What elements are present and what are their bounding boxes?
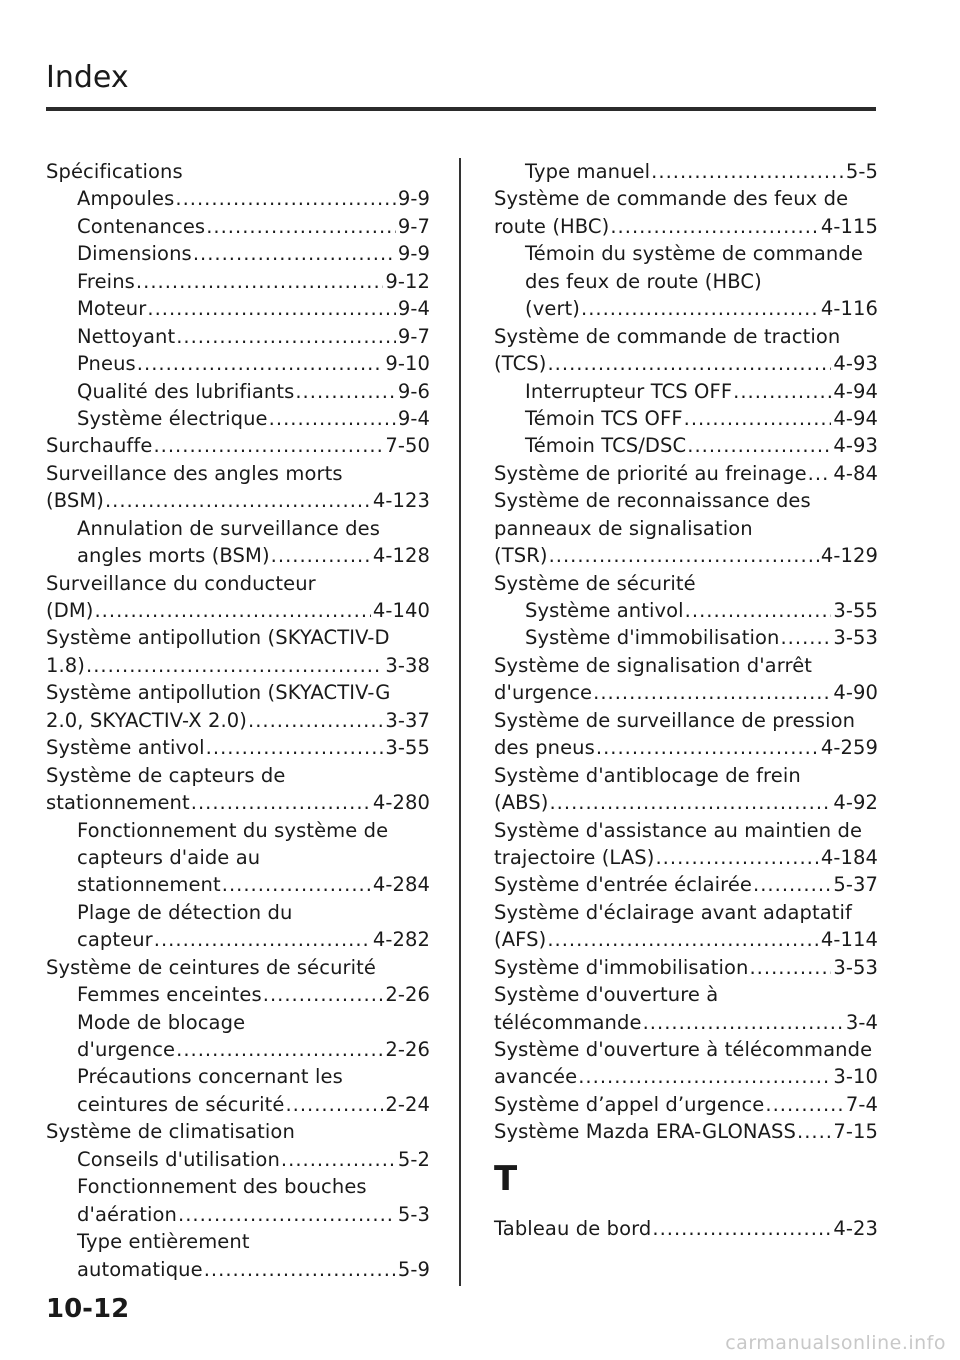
index-subentry — [494, 597, 878, 624]
entry-label: Système antivol — [525, 599, 684, 622]
entry-label: Nettoyant — [77, 324, 176, 348]
dot-leader — [153, 432, 383, 459]
dot-leader — [204, 1256, 396, 1283]
index-subentry-text: capteurs d'aide au — [77, 845, 261, 869]
index-entry — [494, 789, 878, 816]
dot-leader — [191, 789, 371, 816]
entry-label: Qualité des lubrifiants — [77, 379, 295, 403]
page-reference: 4-114 — [820, 928, 878, 952]
entry-label: des pneus — [494, 736, 595, 760]
entry-label: Femmes enceintes — [77, 983, 262, 1007]
index-entry — [494, 1118, 878, 1145]
index-entry-text: Système d'antiblocage de frein — [494, 763, 801, 787]
page-reference: 3-38 — [385, 653, 430, 677]
index-subentry — [46, 323, 430, 350]
page-reference: 5-2 — [397, 1147, 430, 1171]
index-entry-text: Système d'éclairage avant adaptatif — [494, 900, 853, 924]
index-entry — [494, 1063, 878, 1090]
index-entry — [494, 679, 878, 706]
index-entry — [494, 213, 878, 240]
entry-label: automatique — [77, 1257, 203, 1281]
entry-label: Système d'immobilisation — [525, 626, 780, 650]
dot-leader — [610, 213, 818, 240]
index-subentry — [46, 871, 430, 898]
page-title: Index — [46, 60, 129, 95]
index-entry-text: Système antipollution (SKYACTIV-G — [46, 681, 391, 705]
index-subentry — [46, 1091, 430, 1118]
entry-label: d'urgence — [77, 1038, 176, 1061]
dot-leader — [733, 378, 831, 405]
page-reference: 9-6 — [397, 379, 430, 403]
page-reference: 9-4 — [397, 297, 430, 321]
entry-label: Dimensions — [77, 242, 192, 266]
entry-label: ceintures de sécurité — [77, 1092, 285, 1116]
entry-label: angles morts (BSM) — [77, 544, 270, 568]
index-subentry — [46, 981, 430, 1008]
index-entry-text: Système d'ouverture à télécommande — [494, 1038, 873, 1061]
dot-leader — [651, 158, 844, 185]
index-subentry — [46, 350, 430, 377]
entry-label: Témoin TCS/DSC — [525, 434, 687, 458]
page-reference: 5-37 — [833, 873, 878, 897]
entry-label: Conseils d'utilisation — [77, 1147, 280, 1171]
page-reference: 2-24 — [385, 1092, 430, 1116]
page-reference: 4-140 — [372, 599, 430, 622]
index-subentry — [494, 295, 878, 322]
index-subentry — [46, 1146, 430, 1173]
index-subentry — [494, 432, 878, 459]
entry-label: Système Mazda ERA-GLONASS — [494, 1120, 796, 1144]
entry-label: 1.8) — [46, 653, 86, 677]
entry-label: capteur — [77, 928, 153, 952]
entry-label: Système d'entrée éclairée — [494, 873, 753, 897]
index-entry-text: Système de commande de traction — [494, 324, 841, 348]
index-subentry — [46, 268, 430, 295]
dot-leader — [808, 460, 832, 487]
dot-leader — [94, 597, 370, 624]
entry-label: Témoin TCS OFF — [525, 406, 683, 430]
page-reference: 9-7 — [397, 214, 430, 238]
index-entry — [494, 460, 878, 487]
entry-label: télécommande — [494, 1010, 642, 1034]
entry-label: stationnement — [77, 873, 221, 897]
index-entry — [494, 1215, 878, 1242]
page-reference: 4-184 — [820, 845, 878, 869]
page-reference: 4-128 — [372, 544, 430, 568]
index-subentry — [46, 240, 430, 267]
index-entry — [494, 954, 878, 981]
page-reference: 4-93 — [833, 434, 878, 458]
index-entry-text: Système antipollution (SKYACTIV-D — [46, 626, 390, 650]
index-entry-text: Système de commande des feux de — [494, 187, 849, 211]
index-column-left — [46, 158, 430, 1283]
dot-leader — [685, 597, 832, 624]
index-entry-text: Système de surveillance de pression — [494, 708, 856, 732]
index-entry — [46, 597, 430, 624]
entry-label: Surchauffe — [46, 434, 153, 458]
page-reference: 4-259 — [820, 736, 878, 760]
page-reference: 4-280 — [372, 791, 430, 815]
page-reference: 4-115 — [820, 214, 878, 238]
index-entry-text: Surveillance des angles morts — [46, 461, 343, 485]
page-reference: 3-10 — [833, 1065, 878, 1089]
index-subentry — [494, 378, 878, 405]
index-entry-text: Système de signalisation d'arrêt — [494, 653, 813, 677]
entry-label: Système d'immobilisation — [494, 955, 749, 979]
dot-leader — [271, 542, 371, 569]
page-reference: 7-50 — [385, 434, 430, 458]
dot-leader — [222, 871, 371, 898]
index-subentry — [46, 185, 430, 212]
index-subentry — [494, 405, 878, 432]
dot-leader — [655, 844, 818, 871]
index-subentry — [46, 213, 430, 240]
entry-label: Type manuel — [525, 160, 651, 183]
page-reference: 9-4 — [397, 406, 430, 430]
index-subentry-text: des feux de route (HBC) — [525, 269, 762, 293]
column-divider — [459, 158, 461, 1286]
entry-label: Système électrique — [77, 406, 268, 430]
dot-leader — [547, 350, 831, 377]
entry-label: Pneus — [77, 352, 136, 376]
page-reference: 3-55 — [385, 736, 430, 760]
index-subentry — [46, 378, 430, 405]
entry-label: (BSM) — [46, 489, 104, 513]
page-reference: 4-23 — [833, 1216, 878, 1240]
index-subentry — [46, 1201, 430, 1228]
index-entry — [494, 1009, 878, 1036]
dot-leader — [652, 1215, 831, 1242]
entry-label: Interrupteur TCS OFF — [525, 379, 733, 403]
page-reference: 9-7 — [397, 324, 430, 348]
page-reference: 9-9 — [397, 187, 430, 211]
dot-leader — [581, 295, 819, 322]
index-subentry — [494, 624, 878, 651]
page-reference: 4-92 — [833, 791, 878, 815]
page-reference: 3-53 — [833, 626, 878, 650]
dot-leader — [248, 707, 383, 734]
entry-label: stationnement — [46, 791, 190, 815]
page-reference: 4-282 — [372, 928, 430, 952]
dot-leader — [269, 405, 396, 432]
dot-leader — [780, 624, 831, 651]
entry-label: Système d’appel d’urgence — [494, 1092, 765, 1116]
index-entry-text: Système de climatisation — [46, 1120, 295, 1144]
index-entry — [494, 542, 878, 569]
dot-leader — [86, 652, 383, 679]
entry-label: Freins — [77, 269, 135, 293]
index-entry — [46, 652, 430, 679]
index-entry — [46, 487, 430, 514]
dot-leader — [549, 789, 831, 816]
dot-leader — [797, 1118, 831, 1145]
index-subentry-text: Précautions concernant les — [77, 1065, 343, 1089]
page-reference: 5-3 — [397, 1202, 430, 1226]
dot-leader — [684, 405, 832, 432]
index-entry-text: Système de capteurs de — [46, 763, 286, 787]
dot-leader — [285, 1091, 383, 1118]
page-reference: 2-26 — [385, 1038, 430, 1061]
dot-leader — [206, 213, 396, 240]
page-reference: 9-10 — [385, 352, 430, 376]
dot-leader — [176, 323, 396, 350]
index-subentry — [46, 1036, 430, 1063]
dot-leader — [147, 295, 395, 322]
index-entry — [46, 432, 430, 459]
index-column-right — [494, 158, 878, 1242]
page-number: 10-12 — [46, 1294, 130, 1324]
page-reference: 9-12 — [385, 269, 430, 293]
dot-leader — [753, 871, 831, 898]
page-reference: 3-53 — [833, 955, 878, 979]
dot-leader — [263, 981, 384, 1008]
index-entry-text: panneaux de signalisation — [494, 516, 753, 540]
entry-label: d'aération — [77, 1202, 178, 1226]
index-subentry — [46, 926, 430, 953]
dot-leader — [549, 542, 819, 569]
index-subentry-text: Fonctionnement des bouches — [77, 1175, 367, 1199]
index-subentry-text: Témoin du système de commande — [525, 242, 863, 266]
dot-leader — [154, 926, 371, 953]
dot-leader — [596, 734, 819, 761]
page-reference: 4-284 — [372, 873, 430, 897]
entry-label: Ampoules — [77, 187, 175, 211]
dot-leader — [178, 1201, 396, 1228]
entry-label: (AFS) — [494, 928, 547, 952]
index-entry — [494, 350, 878, 377]
dot-leader — [206, 734, 384, 761]
page-reference: 5-5 — [845, 160, 878, 183]
index-subentry — [46, 542, 430, 569]
page-reference: 4-94 — [833, 406, 878, 430]
entry-label: 2.0, SKYACTIV-X 2.0) — [46, 708, 247, 732]
entry-label: trajectoire (LAS) — [494, 845, 655, 869]
index-subentry-text: Type entièrement — [77, 1230, 250, 1254]
dot-leader — [749, 954, 831, 981]
dot-leader — [193, 240, 396, 267]
page-reference: 7-15 — [833, 1120, 878, 1144]
index-entry-text: Système d'ouverture à — [494, 983, 719, 1007]
page-reference: 4-123 — [372, 489, 430, 513]
page-reference: 2-26 — [385, 983, 430, 1007]
entry-label: Tableau de bord — [494, 1216, 652, 1240]
page-reference: 4-116 — [820, 297, 878, 321]
dot-leader — [105, 487, 371, 514]
page-reference: 3-55 — [833, 599, 878, 622]
page-reference: 4-84 — [833, 461, 878, 485]
page-reference: 3-37 — [385, 708, 430, 732]
dot-leader — [295, 378, 395, 405]
entry-label: (ABS) — [494, 791, 549, 815]
page-reference: 4-90 — [833, 681, 878, 705]
index-subentry-text: Mode de blocage — [77, 1010, 246, 1034]
page-reference: 3-4 — [845, 1010, 878, 1034]
page-reference: 5-9 — [397, 1257, 430, 1281]
dot-leader — [175, 185, 395, 212]
index-subentry-text: Plage de détection du — [77, 900, 293, 924]
dot-leader — [593, 679, 831, 706]
header-divider — [46, 107, 876, 111]
dot-leader — [578, 1063, 831, 1090]
index-entry-text: Système d'assistance au maintien de — [494, 818, 863, 842]
index-subentry — [46, 1256, 430, 1283]
index-entry — [46, 707, 430, 734]
index-entry-text: Système de reconnaissance des — [494, 489, 811, 513]
watermark: carmanualsonline.info — [725, 1332, 946, 1354]
entry-label: (TSR) — [494, 544, 548, 568]
dot-leader — [765, 1091, 843, 1118]
entry-label: Système de priorité au freinage — [494, 461, 807, 485]
dot-leader — [137, 350, 384, 377]
index-entry — [494, 844, 878, 871]
entry-label: Contenances — [77, 214, 206, 238]
index-subentry — [494, 158, 878, 185]
entry-label: route (HBC) — [494, 214, 610, 238]
entry-label: avancée — [494, 1065, 578, 1089]
page-reference: 4-94 — [833, 379, 878, 403]
dot-leader — [281, 1146, 396, 1173]
entry-label: Moteur — [77, 297, 147, 321]
index-subentry-text: Annulation de surveillance des — [77, 516, 380, 540]
index-entry — [494, 871, 878, 898]
index-entry — [494, 926, 878, 953]
index-entry — [46, 789, 430, 816]
page-reference: 4-93 — [833, 352, 878, 376]
index-subentry — [46, 405, 430, 432]
dot-leader — [643, 1009, 844, 1036]
index-letter-heading: T — [494, 1158, 518, 1199]
entry-label: (TCS) — [494, 352, 547, 376]
index-entry-text: Système de sécurité — [494, 571, 696, 595]
page-reference: 9-9 — [397, 242, 430, 266]
page-reference: 4-129 — [820, 544, 878, 568]
index-entry-text: Système de ceintures de sécurité — [46, 955, 377, 979]
index-entry — [494, 734, 878, 761]
index-entry — [46, 734, 430, 761]
index-subentry-text: Fonctionnement du système de — [77, 818, 389, 842]
index-entry-text: Spécifications — [46, 160, 183, 183]
entry-label: Système antivol — [46, 736, 205, 760]
index-subentry — [46, 295, 430, 322]
entry-label: d'urgence — [494, 681, 593, 705]
dot-leader — [136, 268, 383, 295]
entry-label: (vert) — [525, 297, 581, 321]
entry-label: (DM) — [46, 599, 94, 622]
dot-leader — [687, 432, 831, 459]
index-entry — [494, 1091, 878, 1118]
dot-leader — [547, 926, 819, 953]
dot-leader — [176, 1036, 383, 1063]
index-entry-text: Surveillance du conducteur — [46, 571, 316, 595]
page-reference: 7-4 — [845, 1092, 878, 1116]
